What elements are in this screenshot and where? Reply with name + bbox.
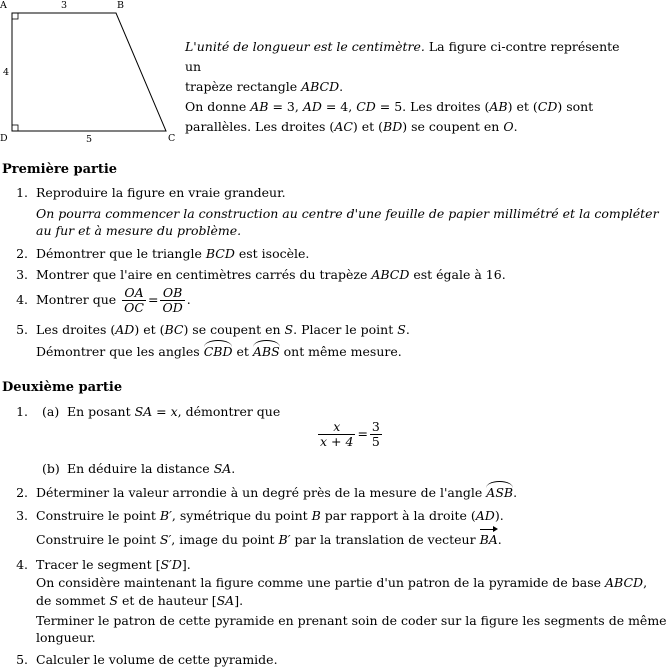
angle-abs: ABS xyxy=(252,344,280,359)
math-var: O xyxy=(503,119,514,134)
part2-q1a-text xyxy=(67,403,280,421)
intro-text: La figure ci-contre représente un xyxy=(185,39,620,74)
vertex-label-d: D xyxy=(0,133,8,144)
intro-line-4 xyxy=(185,117,630,137)
math-var: S′ xyxy=(159,532,172,547)
side-label-ad: 4 xyxy=(3,67,10,78)
part2-q2-text xyxy=(36,484,517,502)
math-var: CD xyxy=(537,99,558,114)
fraction-denominator: 5 xyxy=(371,434,380,449)
math-var: ABCD xyxy=(371,267,410,282)
intro-text: ) sont xyxy=(557,99,594,114)
part1-q4-text xyxy=(36,285,191,315)
fraction-numerator: 3 xyxy=(371,419,380,434)
text: ]. xyxy=(234,593,244,608)
part1-q3-number: 3. xyxy=(16,267,28,282)
math-var: BCD xyxy=(205,246,235,261)
intro-line-3 xyxy=(185,97,630,117)
text: est égale à 16. xyxy=(409,267,506,282)
part1-q1-note-line-2: au fur et à mesure du problème. xyxy=(36,223,242,238)
text: Tracer le segment [ xyxy=(36,557,161,572)
fraction-numerator: OB xyxy=(160,286,184,301)
intro-text: ) et ( xyxy=(352,119,384,134)
fraction-numerator: OA xyxy=(122,286,146,301)
text: ) et ( xyxy=(134,322,165,337)
text: , xyxy=(643,575,648,590)
text: ) se coupent en xyxy=(183,322,285,337)
part1-q1-number: 1. xyxy=(16,185,28,200)
fraction-3-over-5 xyxy=(370,420,382,449)
math-var: AC xyxy=(334,119,353,134)
part2-q1b-text xyxy=(67,460,235,478)
intro-text: On donne xyxy=(185,99,251,114)
part1-q5-text xyxy=(36,321,410,339)
math-var: SA xyxy=(216,593,235,608)
text: Construire le point xyxy=(36,508,160,523)
text: . Placer le point xyxy=(293,322,398,337)
part2-q4-line-5: longueur. xyxy=(36,630,96,645)
part1-q3-text xyxy=(36,266,506,284)
part2-q5-text: Calculer le volume de cette pyramide. xyxy=(36,652,278,667)
part1-q5-number: 5. xyxy=(16,322,28,337)
part2-q4-number: 4. xyxy=(16,557,28,572)
text: Montrer que xyxy=(36,292,121,307)
part2-q3-number: 3. xyxy=(16,508,28,523)
text: Construire le point xyxy=(36,532,160,547)
fraction-x-over-x-plus-4 xyxy=(318,420,355,449)
fraction-ob-od xyxy=(160,286,184,315)
intro-text: = 4, xyxy=(321,99,357,114)
part2-q1-number: 1. xyxy=(16,404,28,419)
right-angle-mark-d xyxy=(12,125,18,131)
math-var: AB xyxy=(489,99,508,114)
part1-q5-line-2 xyxy=(36,343,402,361)
part2-q3-line-2 xyxy=(36,531,502,549)
vertex-label-c: C xyxy=(168,133,176,144)
math-var: S xyxy=(397,322,406,337)
part2-q5-number: 5. xyxy=(16,652,28,667)
intro-line-2 xyxy=(185,77,630,97)
text: Montrer que l'aire en centimètres carrés du trapèze xyxy=(36,267,372,282)
text: Les droites ( xyxy=(36,322,116,337)
fraction-denominator: OD xyxy=(162,300,183,315)
fraction-numerator: x xyxy=(318,420,355,435)
math-var: S xyxy=(109,593,118,608)
part1-q1-text: Reproduire la figure en vraie grandeur. xyxy=(36,185,286,200)
vector-ba: BA xyxy=(479,532,498,547)
math-var: SA xyxy=(134,404,153,419)
vertex-label-a: A xyxy=(0,0,7,11)
intro-text: . xyxy=(513,119,518,134)
text: Déterminer la valeur arrondie à un degré près de la mesure de l'angle xyxy=(36,485,487,500)
equals-sign: = xyxy=(357,426,368,441)
side-label-ab: 3 xyxy=(61,0,68,11)
text: , démontrer que xyxy=(177,404,281,419)
text: ont même mesure. xyxy=(279,344,402,359)
intro-unit-note: L'unité de longueur est le centimètre. xyxy=(185,39,425,54)
text: . xyxy=(405,322,410,337)
trapezoid-shape xyxy=(12,13,166,131)
math-var: B′ xyxy=(278,532,291,547)
part2-q4-line-3 xyxy=(36,592,243,610)
side-label-dc: 5 xyxy=(86,134,93,145)
text: par rapport à la droite ( xyxy=(320,508,476,523)
part2-q4-line-4: Terminer le patron de cette pyramide en prenant soin de coder sur la figure les segments de même xyxy=(36,613,667,628)
text: , symétrique du point xyxy=(171,508,312,523)
part2-title: Deuxième partie xyxy=(2,380,123,395)
text: et xyxy=(232,344,253,359)
text: En posant xyxy=(67,404,135,419)
intro-text: = 5. Les droites ( xyxy=(375,99,490,114)
fraction-denominator: OC xyxy=(124,300,144,315)
math-var: SA xyxy=(213,461,232,476)
part1-q4-number: 4. xyxy=(16,292,28,307)
math-var: ABCD xyxy=(605,575,644,590)
intro-text: = 3, xyxy=(268,99,303,114)
trapezoid-diagram xyxy=(0,0,190,150)
math-var: AD xyxy=(115,322,135,337)
math-var: AD xyxy=(475,508,495,523)
math-var: AB xyxy=(250,99,269,114)
angle-asb: ASB xyxy=(486,485,514,500)
text: par la translation de vecteur xyxy=(290,532,480,547)
part1-title: Première partie xyxy=(2,162,118,177)
equals-sign: = xyxy=(147,292,159,307)
fraction-oa-oc xyxy=(122,286,146,315)
math-var: AD xyxy=(302,99,322,114)
part1-q1-note-line-1: On pourra commencer la construction au centre d'une feuille de papier millimétré et la compléter xyxy=(36,206,659,221)
math-var: S xyxy=(284,322,294,337)
angle-cbd: CBD xyxy=(203,344,233,359)
text: et de hauteur [ xyxy=(118,593,217,608)
math-var: CD xyxy=(356,99,376,114)
text: On considère maintenant la figure comme une partie d'un patron de la pyramide de base xyxy=(36,575,606,590)
part2-q3-text xyxy=(36,507,504,525)
text: . xyxy=(231,461,236,476)
intro-text: ) et ( xyxy=(507,99,538,114)
vertex-label-b: B xyxy=(117,0,124,11)
math-var: B′ xyxy=(159,508,172,523)
trapezoid-figure xyxy=(0,0,190,150)
text: . xyxy=(186,292,191,307)
part2-q2-number: 2. xyxy=(16,485,28,500)
text: Démontrer que le triangle xyxy=(36,246,206,261)
text: . xyxy=(513,485,518,500)
intro-paragraph xyxy=(185,37,630,137)
math-var: x xyxy=(170,404,178,419)
math-var: ABCD xyxy=(301,79,340,94)
part1-q2-text xyxy=(36,245,309,263)
intro-text: trapèze rectangle xyxy=(185,79,302,94)
text: , image du point xyxy=(171,532,279,547)
fraction-denominator: x + 4 xyxy=(320,434,354,449)
text: ). xyxy=(494,508,504,523)
part2-q4-text xyxy=(36,556,191,574)
part2-q1b-label: (b) xyxy=(42,461,60,476)
part1-q2-number: 2. xyxy=(16,246,28,261)
text: est isocèle. xyxy=(234,246,310,261)
text: En déduire la distance xyxy=(67,461,214,476)
text: . xyxy=(497,532,502,547)
part2-q1a-label: (a) xyxy=(42,404,60,419)
math-var: S′D xyxy=(160,557,182,572)
math-var: BC xyxy=(164,322,184,337)
part2-q4-line-2 xyxy=(36,574,647,592)
math-var: B xyxy=(311,508,321,523)
right-angle-mark-a xyxy=(12,13,18,19)
math-var: BD xyxy=(383,119,403,134)
intro-text: ) se coupent en xyxy=(402,119,504,134)
intro-line-1 xyxy=(185,37,630,77)
text: de sommet xyxy=(36,593,110,608)
text: Démontrer que les angles xyxy=(36,344,204,359)
text: = xyxy=(152,404,171,419)
intro-text: . xyxy=(339,79,344,94)
intro-text: parallèles. Les droites ( xyxy=(185,119,335,134)
part2-q1a-equation xyxy=(316,418,384,450)
text: ]. xyxy=(181,557,191,572)
